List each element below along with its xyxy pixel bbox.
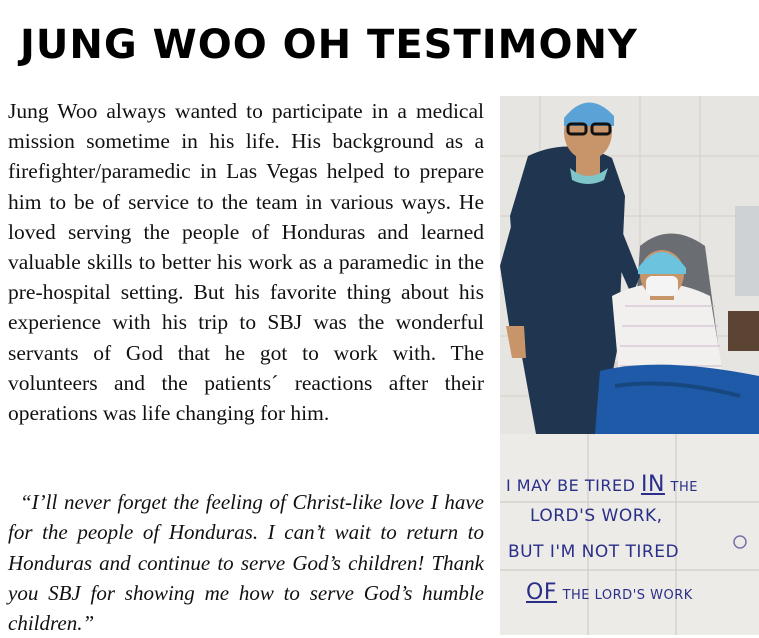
mission-photo-illustration [500,96,759,434]
whiteboard-line-4: OF THE LORD'S WORK [526,580,693,605]
whiteboard-line-1: I MAY BE TIRED IN THE [506,472,698,497]
whiteboard-line-2: LORD'S WORK, [530,506,663,526]
testimony-quote: “I’ll never forget the feeling of Christ-like love I have for the people of Honduras. I can’t wait to return to Honduras and continue to serve God’s children! Thank you SBJ for showing me how to serve God’s humble children.” [8,490,484,636]
page-title: JUNG WOO OH TESTIMONY [20,22,638,68]
whiteboard-photo [500,434,759,635]
whiteboard-line-3: BUT I'M NOT TIRED [508,542,680,562]
testimony-body: Jung Woo always wanted to participate in a medical mission sometime in his life. His background as a firefighter/paramedic in Las Vegas helped to prepare him to be of service to the team in various ways. He loved serving the people of Honduras and learned valuable skills to better his work as a paramedic in the pre-hospital setting. But his favorite thing about his experience with his trip to SBJ was the wonderful servants of God that he got to work with. The volunteers and the patients´ reactions after their operations was life changing for him. [8,99,484,426]
mission-photo [500,96,759,434]
